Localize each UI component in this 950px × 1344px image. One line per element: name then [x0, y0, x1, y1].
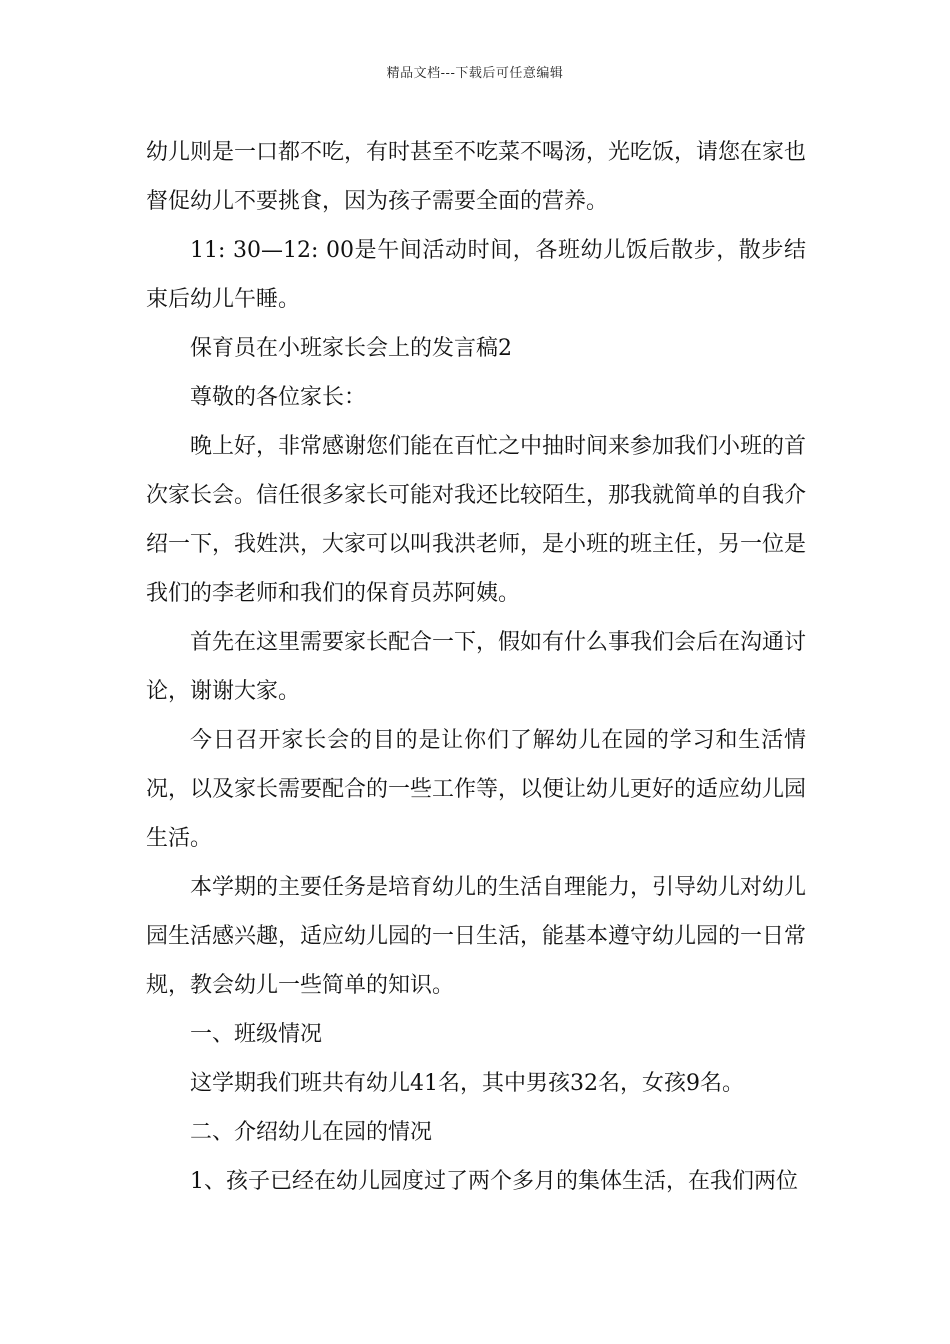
paragraph: 1、孩子已经在幼儿园度过了两个多月的集体生活，在我们两位 [190, 1169, 798, 1194]
document-body [146, 128, 806, 1206]
paragraph: 11: 30—12: 00是午间活动时间，各班幼儿饭后散步，散步结束后幼儿午睡。 [146, 238, 806, 312]
paragraph: 这学期我们班共有幼儿41名，其中男孩32名，女孩9名。 [190, 1071, 744, 1096]
salutation: 尊敬的各位家长： [190, 385, 367, 410]
section-heading: 二、介绍幼儿在园的情况 [190, 1120, 433, 1145]
section-title: 保育员在小班家长会上的发言稿2 [190, 336, 512, 361]
paragraph: 首先在这里需要家长配合一下，假如有什么事我们会后在沟通讨论，谢谢大家。 [146, 630, 807, 704]
header-text: 精品文档---下载后可任意编辑 [386, 66, 564, 81]
paragraph: 今日召开家长会的目的是让你们了解幼儿在园的学习和生活情况，以及家长需要配合的一些工作等，以便让幼儿更好的适应幼儿园生活。 [146, 728, 807, 851]
paragraph: 幼儿则是一口都不吃，有时甚至不吃菜不喝汤，光吃饭，请您在家也督促幼儿不要挑食，因为孩子需要全面的营养。 [146, 140, 807, 214]
paragraph: 晚上好，非常感谢您们能在百忙之中抽时间来参加我们小班的首次家长会。信任很多家长可能对我还比较陌生，那我就简单的自我介绍一下，我姓洪，大家可以叫我洪老师，是小班的班主任，另一位是我们的李老师和我们的保育员苏阿姨。 [146, 434, 807, 606]
paragraph: 本学期的主要任务是培育幼儿的生活自理能力，引导幼儿对幼儿园生活感兴趣，适应幼儿园的一日生活，能基本遵守幼儿园的一日常规，教会幼儿一些简单的知识。 [146, 875, 807, 998]
section-heading: 一、班级情况 [190, 1022, 323, 1047]
page-header [0, 64, 950, 84]
